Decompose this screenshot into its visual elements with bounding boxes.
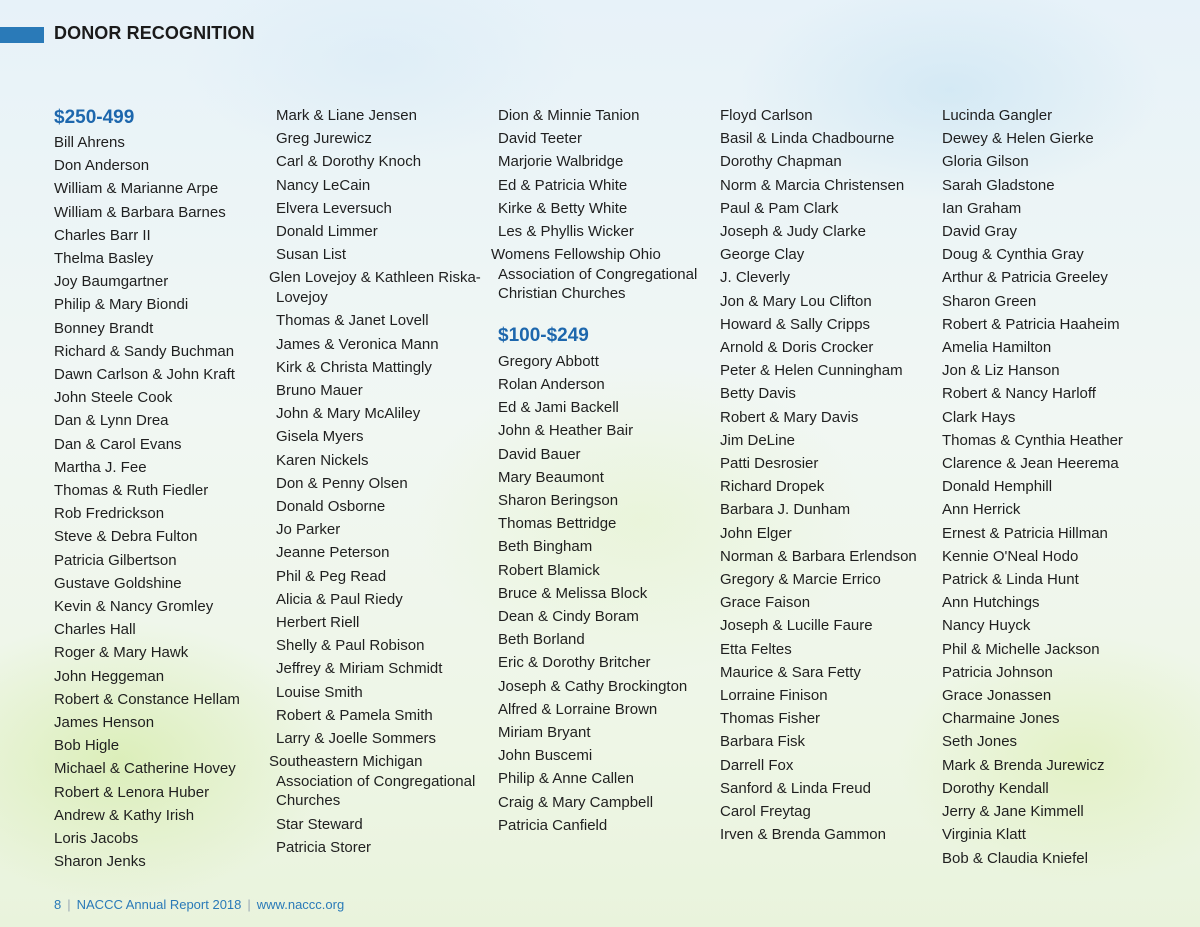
donor-name: Arnold & Doris Crocker xyxy=(720,339,874,357)
donor-name: Maurice & Sara Fetty xyxy=(720,663,861,681)
donor-name: Rob Fredrickson xyxy=(54,505,165,523)
donor-name: Jeanne Peterson xyxy=(276,544,390,562)
donor-name: Amelia Hamilton xyxy=(942,339,1052,357)
donor-name: Basil & Linda Chadbourne xyxy=(720,130,895,148)
donor-name: Joy Baumgartner xyxy=(54,273,169,291)
donor-list xyxy=(491,104,713,306)
page-footer xyxy=(54,897,344,912)
donor-list xyxy=(269,104,491,859)
donor-column-1 xyxy=(54,104,269,874)
donor-name: Larry & Joelle Sommers xyxy=(276,730,437,748)
donor-name: Shelly & Paul Robison xyxy=(276,637,425,655)
donor-name: John & Heather Bair xyxy=(498,422,634,440)
donor-name: Donald Osborne xyxy=(276,498,386,516)
donor-column-4 xyxy=(720,104,935,847)
donor-name: Kirk & Christa Mattingly xyxy=(276,358,432,376)
donor-name: Sarah Gladstone xyxy=(942,176,1055,194)
page-number: 8 xyxy=(54,897,62,912)
donor-name: Philip & Mary Biondi xyxy=(54,296,189,314)
donor-name: Michael & Catherine Hovey xyxy=(54,760,236,778)
donor-name: David Bauer xyxy=(498,445,581,463)
donor-name: Loris Jacobs xyxy=(54,830,139,848)
donor-name: Kirke & Betty White xyxy=(498,199,628,217)
donor-name: Sanford & Linda Freud xyxy=(720,779,871,797)
donor-name: Susan List xyxy=(276,246,347,264)
donor-name: Darrell Fox xyxy=(720,756,794,774)
donor-name: Donald Hemphill xyxy=(942,478,1053,496)
donor-name: Joseph & Lucille Faure xyxy=(720,617,873,635)
donor-list xyxy=(54,131,269,874)
donor-name: Jim DeLine xyxy=(720,431,796,449)
donor-name: Patricia Gilbertson xyxy=(54,551,177,569)
donor-name: Bonney Brandt xyxy=(54,319,154,337)
donor-name: Gregory & Marcie Errico xyxy=(720,571,881,589)
header-accent-bar xyxy=(0,27,44,43)
report-title: NACCC Annual Report 2018 xyxy=(76,897,242,912)
donor-name: Don & Penny Olsen xyxy=(276,474,408,492)
donor-name: Bob & Claudia Kniefel xyxy=(942,849,1088,867)
donor-name: Jon & Mary Lou Clifton xyxy=(720,292,872,310)
donor-name: Bill Ahrens xyxy=(54,134,125,151)
donor-name: Dan & Lynn Drea xyxy=(54,412,169,430)
donor-name: Mark & Liane Jensen xyxy=(276,107,417,124)
donor-name: Ed & Jami Backell xyxy=(498,399,619,417)
donor-name: Robert & Mary Davis xyxy=(720,408,859,426)
donor-name: Virginia Klatt xyxy=(942,826,1026,844)
donor-list xyxy=(498,350,713,837)
donor-list xyxy=(720,104,935,847)
donor-name: Howard & Sally Cripps xyxy=(720,315,871,333)
donor-name: Rolan Anderson xyxy=(498,375,605,393)
donor-name: Gisela Myers xyxy=(276,428,364,446)
donor-name: Norm & Marcia Christensen xyxy=(720,176,905,194)
donor-name: Norman & Barbara Erlendson xyxy=(720,547,917,565)
donor-name: Thomas Bettridge xyxy=(498,515,617,533)
donor-name: Donald Limmer xyxy=(276,223,378,241)
donor-name: Joseph & Cathy Brockington xyxy=(498,677,688,695)
donor-name: Phil & Peg Read xyxy=(276,567,387,585)
donor-name: Lucinda Gangler xyxy=(942,107,1053,124)
website-link[interactable]: www.naccc.org xyxy=(256,897,345,912)
donor-name: David Teeter xyxy=(498,130,582,148)
gift-level-heading: $250-499 xyxy=(54,107,135,128)
donor-name: Clarence & Jean Heerema xyxy=(942,455,1119,473)
donor-name: Gustave Goldshine xyxy=(54,574,182,592)
donor-name: Mary Beaumont xyxy=(498,468,604,486)
donor-name: Richard & Sandy Buchman xyxy=(54,342,235,360)
donor-name: Kevin & Nancy Gromley xyxy=(54,598,214,616)
donor-name: Patrick & Linda Hunt xyxy=(942,571,1079,589)
donor-name: Ernest & Patricia Hillman xyxy=(942,524,1108,542)
donor-name: Andrew & Kathy Irish xyxy=(54,806,195,824)
donor-name: Thelma Basley xyxy=(54,250,154,268)
donor-name: Womens Fellowship Ohio Association of Congregational Christian Churches xyxy=(491,246,698,303)
donor-name: Gloria Gilson xyxy=(942,153,1029,171)
donor-name: Thomas & Janet Lovell xyxy=(276,312,429,330)
donor-name: Patti Desrosier xyxy=(720,455,819,473)
donor-name: Paul & Pam Clark xyxy=(720,199,839,217)
donor-name: Martha J. Fee xyxy=(54,458,147,476)
donor-name: Ed & Patricia White xyxy=(498,176,628,194)
donor-name: Charles Hall xyxy=(54,621,136,639)
gift-level-heading: $100-$249 xyxy=(498,324,589,346)
donor-name: Richard Dropek xyxy=(720,478,825,496)
donor-name: Arthur & Patricia Greeley xyxy=(942,269,1108,287)
donor-name: Kennie O'Neal Hodo xyxy=(942,547,1079,565)
donor-name: Miriam Bryant xyxy=(498,723,591,741)
donor-name: Dan & Carol Evans xyxy=(54,435,182,453)
donor-name: Carol Freytag xyxy=(720,803,811,821)
donor-name: Phil & Michelle Jackson xyxy=(942,640,1100,658)
donor-name: Jeffrey & Miriam Schmidt xyxy=(276,660,443,678)
donor-name: Craig & Mary Campbell xyxy=(498,793,654,811)
donor-name: Les & Phyllis Wicker xyxy=(498,223,634,241)
donor-name: John Steele Cook xyxy=(54,389,173,407)
donor-name: Jon & Liz Hanson xyxy=(942,362,1060,380)
donor-name: Robert Blamick xyxy=(498,561,600,579)
donor-name: Clark Hays xyxy=(942,408,1016,426)
donor-name: Patricia Canfield xyxy=(498,816,608,834)
donor-name: Robert & Patricia Haaheim xyxy=(942,315,1120,333)
donor-name: Dion & Minnie Tanion xyxy=(498,107,640,124)
donor-name: Roger & Mary Hawk xyxy=(54,644,189,662)
donor-name: Betty Davis xyxy=(720,385,796,403)
donor-name: Alicia & Paul Riedy xyxy=(276,590,403,608)
donor-column-2 xyxy=(269,104,491,859)
donor-name: John & Mary McAliley xyxy=(276,405,421,423)
donor-name: Ian Graham xyxy=(942,199,1022,217)
donor-name: Ann Herrick xyxy=(942,501,1021,519)
donor-name: Charles Barr II xyxy=(54,226,151,244)
donor-name: Jo Parker xyxy=(276,521,341,539)
donor-name: Irven & Brenda Gammon xyxy=(720,826,886,844)
donor-name: Seth Jones xyxy=(942,733,1018,751)
donor-name: Gregory Abbott xyxy=(498,352,599,370)
donor-name: Sharon Green xyxy=(942,292,1037,310)
donor-name: Nancy LeCain xyxy=(276,176,371,194)
donor-name: Grace Faison xyxy=(720,594,811,612)
donor-name: Philip & Anne Callen xyxy=(498,770,634,788)
donor-name: Alfred & Lorraine Brown xyxy=(498,700,658,718)
donor-name: James Henson xyxy=(54,714,155,732)
donor-name: George Clay xyxy=(720,246,805,264)
page-title: DONOR RECOGNITION xyxy=(54,23,255,43)
footer-separator: | xyxy=(247,897,251,912)
donor-name: Louise Smith xyxy=(276,683,363,701)
donor-name: Sharon Beringson xyxy=(498,491,619,509)
donor-name: William & Barbara Barnes xyxy=(54,203,226,221)
donor-name: Robert & Nancy Harloff xyxy=(942,385,1096,403)
donor-name: Marjorie Walbridge xyxy=(498,153,624,171)
donor-name: John Elger xyxy=(720,524,792,542)
donor-name: Karen Nickels xyxy=(276,451,369,469)
donor-name: Herbert Riell xyxy=(276,614,360,632)
donor-name: Don Anderson xyxy=(54,157,150,175)
donor-name: Lorraine Finison xyxy=(720,687,828,705)
donor-name: Carl & Dorothy Knoch xyxy=(276,153,422,171)
donor-name: Dorothy Kendall xyxy=(942,779,1049,797)
donor-name: Thomas & Ruth Fiedler xyxy=(54,482,209,500)
donor-name: Barbara J. Dunham xyxy=(720,501,851,519)
donor-name: Eric & Dorothy Britcher xyxy=(498,654,651,672)
donor-name: Ann Hutchings xyxy=(942,594,1040,612)
donor-name: Greg Jurewicz xyxy=(276,130,372,148)
donor-name: Robert & Lenora Huber xyxy=(54,783,210,801)
donor-name: Nancy Huyck xyxy=(942,617,1031,635)
donor-name: Thomas & Cynthia Heather xyxy=(942,431,1123,449)
donor-name: Jerry & Jane Kimmell xyxy=(942,803,1084,821)
donor-name: Dawn Carlson & John Kraft xyxy=(54,366,235,384)
donor-name: Beth Borland xyxy=(498,631,585,649)
donor-name: Etta Feltes xyxy=(720,640,792,658)
donor-name: Charmaine Jones xyxy=(942,710,1060,728)
donor-name: James & Veronica Mann xyxy=(276,335,439,353)
donor-name: John Heggeman xyxy=(54,667,165,685)
donor-name: Robert & Constance Hellam xyxy=(54,690,240,708)
footer-separator: | xyxy=(67,897,71,912)
donor-name: Thomas Fisher xyxy=(720,710,821,728)
donor-name: Grace Jonassen xyxy=(942,687,1052,705)
donor-name: Doug & Cynthia Gray xyxy=(942,246,1084,264)
donor-column-5 xyxy=(942,104,1157,870)
donor-name: Dean & Cindy Boram xyxy=(498,607,639,625)
donor-name: Peter & Helen Cunningham xyxy=(720,362,903,380)
donor-name: Bruce & Melissa Block xyxy=(498,584,648,602)
donor-name: Beth Bingham xyxy=(498,538,593,556)
donor-name: Joseph & Judy Clarke xyxy=(720,223,866,241)
donor-name: Bruno Mauer xyxy=(276,382,363,400)
donor-name: Dorothy Chapman xyxy=(720,153,842,171)
donor-name: Floyd Carlson xyxy=(720,107,813,124)
donor-name: John Buscemi xyxy=(498,747,593,765)
donor-name: Steve & Debra Fulton xyxy=(54,528,198,546)
donor-name: Elvera Leversuch xyxy=(276,199,392,217)
donor-name: Southeastern Michigan Association of Congregational Churches xyxy=(269,753,476,810)
donor-list xyxy=(942,104,1157,870)
donor-column-3 xyxy=(491,104,713,837)
donor-name: William & Marianne Arpe xyxy=(54,180,219,198)
donor-name: Patricia Johnson xyxy=(942,663,1053,681)
donor-name: Sharon Jenks xyxy=(54,853,146,871)
donor-name: Patricia Storer xyxy=(276,838,372,856)
donor-name: Mark & Brenda Jurewicz xyxy=(942,756,1105,774)
donor-name: Bob Higle xyxy=(54,737,120,755)
donor-name: Glen Lovejoy & Kathleen Riska-Lovejoy xyxy=(269,269,481,306)
donor-name: J. Cleverly xyxy=(720,269,791,287)
donor-name: Barbara Fisk xyxy=(720,733,806,751)
donor-name: David Gray xyxy=(942,223,1018,241)
donor-name: Star Steward xyxy=(276,815,363,833)
donor-name: Robert & Pamela Smith xyxy=(276,706,433,724)
donor-name: Dewey & Helen Gierke xyxy=(942,130,1094,148)
